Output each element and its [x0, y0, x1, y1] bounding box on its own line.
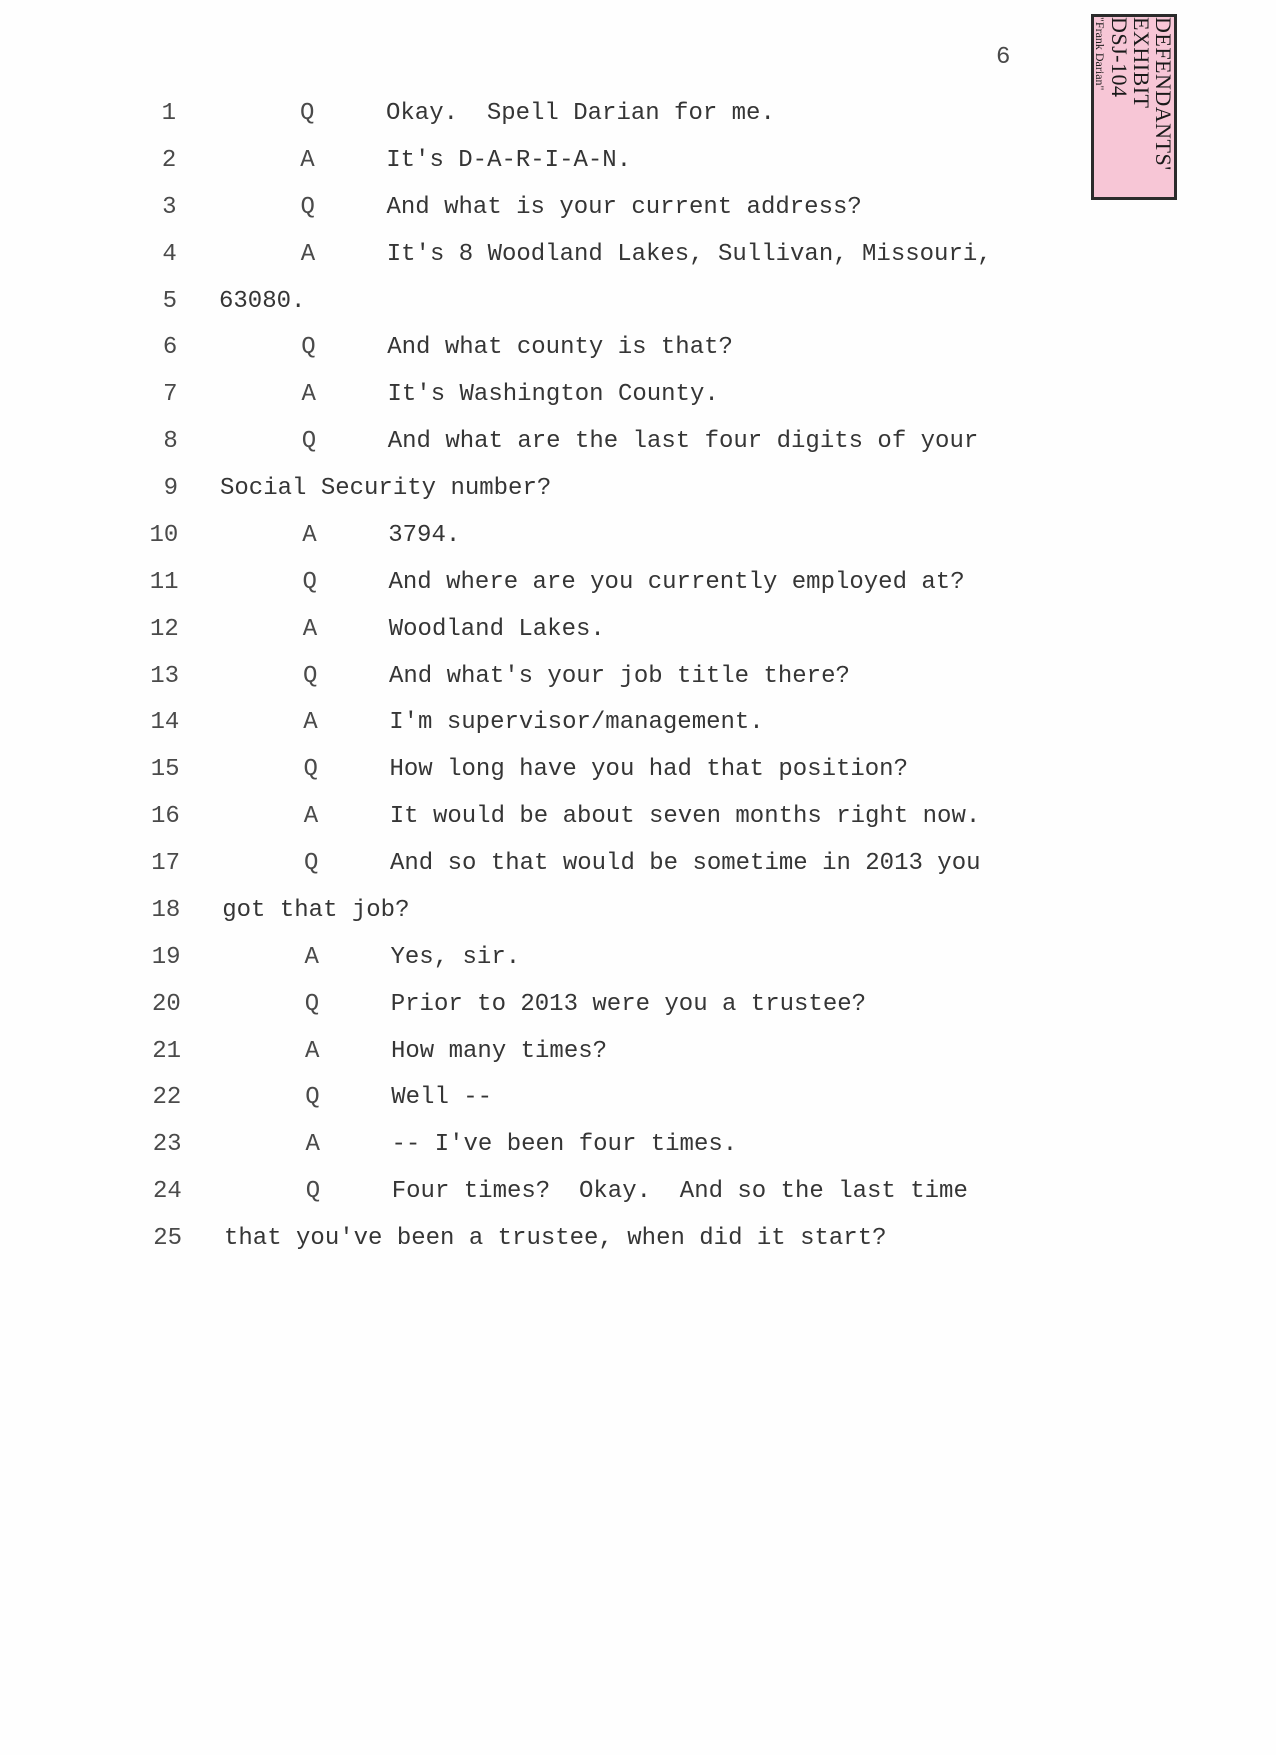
- speaker-label: A: [303, 803, 319, 831]
- speaker-label: A: [301, 381, 316, 409]
- line-text: And what county is that?: [387, 334, 733, 362]
- line-number: 3: [162, 193, 177, 221]
- exhibit-sticker: [1091, 14, 1177, 200]
- line-number: 16: [150, 803, 180, 831]
- line-number: 23: [152, 1131, 182, 1159]
- line-number: 4: [162, 240, 177, 268]
- line-number: 25: [153, 1225, 182, 1252]
- speaker-label: Q: [300, 100, 315, 127]
- line-text: How long have you had that position?: [389, 756, 908, 784]
- speaker-label: Q: [304, 990, 320, 1018]
- line-text: How many times?: [391, 1037, 608, 1065]
- speaker-label: Q: [303, 662, 318, 690]
- line-text: It's Washington County.: [387, 381, 719, 409]
- speaker-label: Q: [302, 568, 317, 596]
- line-text: It's 8 Woodland Lakes, Sullivan, Missouri,: [386, 240, 992, 268]
- line-text: It would be about seven months right now.: [389, 803, 981, 831]
- speaker-label: A: [305, 1037, 320, 1065]
- line-text: And what's your job title there?: [389, 662, 850, 690]
- line-number: 2: [161, 146, 177, 174]
- line-number: 7: [163, 381, 178, 409]
- speaker-label: Q: [300, 193, 315, 221]
- line-text: Well --: [391, 1084, 493, 1112]
- line-text: Four times? Okay. And so the last time: [391, 1178, 968, 1206]
- line-text: Okay. Spell Darian for me.: [386, 100, 775, 127]
- line-text: 3794.: [388, 521, 461, 549]
- speaker-label: A: [303, 709, 318, 737]
- speaker-label: A: [302, 521, 317, 549]
- line-text: And where are you currently employed at?: [388, 568, 965, 596]
- exhibit-party: DEFENDANTS': [1151, 17, 1176, 171]
- line-number: 24: [152, 1178, 182, 1206]
- line-text: And so that would be sometime in 2013 you: [390, 850, 981, 877]
- speaker-label: Q: [301, 334, 316, 362]
- line-number: 6: [162, 334, 178, 362]
- speaker-label: A: [305, 1131, 320, 1159]
- line-number: 9: [163, 475, 178, 502]
- exhibit-number: DSJ-104: [1107, 17, 1132, 98]
- line-number: 13: [150, 662, 179, 690]
- line-text: Prior to 2013 were you a trustee?: [390, 990, 867, 1018]
- line-number: 1: [161, 100, 176, 127]
- speaker-label: Q: [301, 428, 317, 456]
- speaker-label: A: [304, 943, 319, 971]
- line-number: 21: [152, 1037, 181, 1065]
- line-text: Woodland Lakes.: [388, 615, 605, 643]
- line-text: -- I've been four times.: [391, 1131, 738, 1159]
- line-number: 19: [151, 943, 181, 971]
- line-number: 12: [149, 615, 179, 643]
- exhibit-sticker-text: [1094, 17, 1174, 197]
- line-number: 15: [150, 756, 180, 784]
- line-number: 18: [151, 896, 181, 924]
- line-number: 10: [149, 521, 179, 549]
- speaker-label: Q: [303, 756, 318, 784]
- speaker-label: A: [302, 615, 318, 643]
- line-text: got that job?: [222, 896, 410, 924]
- speaker-label: A: [300, 146, 315, 174]
- line-text: Social Security number?: [220, 475, 552, 502]
- speaker-label: Q: [304, 850, 319, 877]
- line-number: 5: [162, 287, 177, 315]
- exhibit-witness: "Frank Darian": [1093, 17, 1107, 91]
- line-number: 14: [150, 709, 180, 737]
- speaker-label: Q: [305, 1084, 320, 1112]
- line-number: 17: [151, 850, 180, 877]
- page-number: 6: [996, 44, 1011, 71]
- line-text: that you've been a trustee, when did it start?: [224, 1225, 887, 1252]
- line-number: 11: [149, 568, 179, 596]
- line-text: And what are the last four digits of your: [387, 428, 979, 456]
- line-number: 20: [151, 990, 181, 1018]
- line-text: Yes, sir.: [390, 943, 521, 971]
- line-text: It's D-A-R-I-A-N.: [386, 146, 632, 174]
- speaker-label: A: [300, 240, 316, 268]
- line-text: I'm supervisor/management.: [389, 709, 764, 737]
- line-text: And what is your current address?: [386, 193, 862, 221]
- line-number: 22: [152, 1084, 182, 1112]
- line-text: 63080.: [219, 287, 306, 315]
- exhibit-label: EXHIBIT: [1129, 17, 1154, 109]
- line-number: 8: [163, 428, 178, 456]
- speaker-label: Q: [305, 1178, 321, 1206]
